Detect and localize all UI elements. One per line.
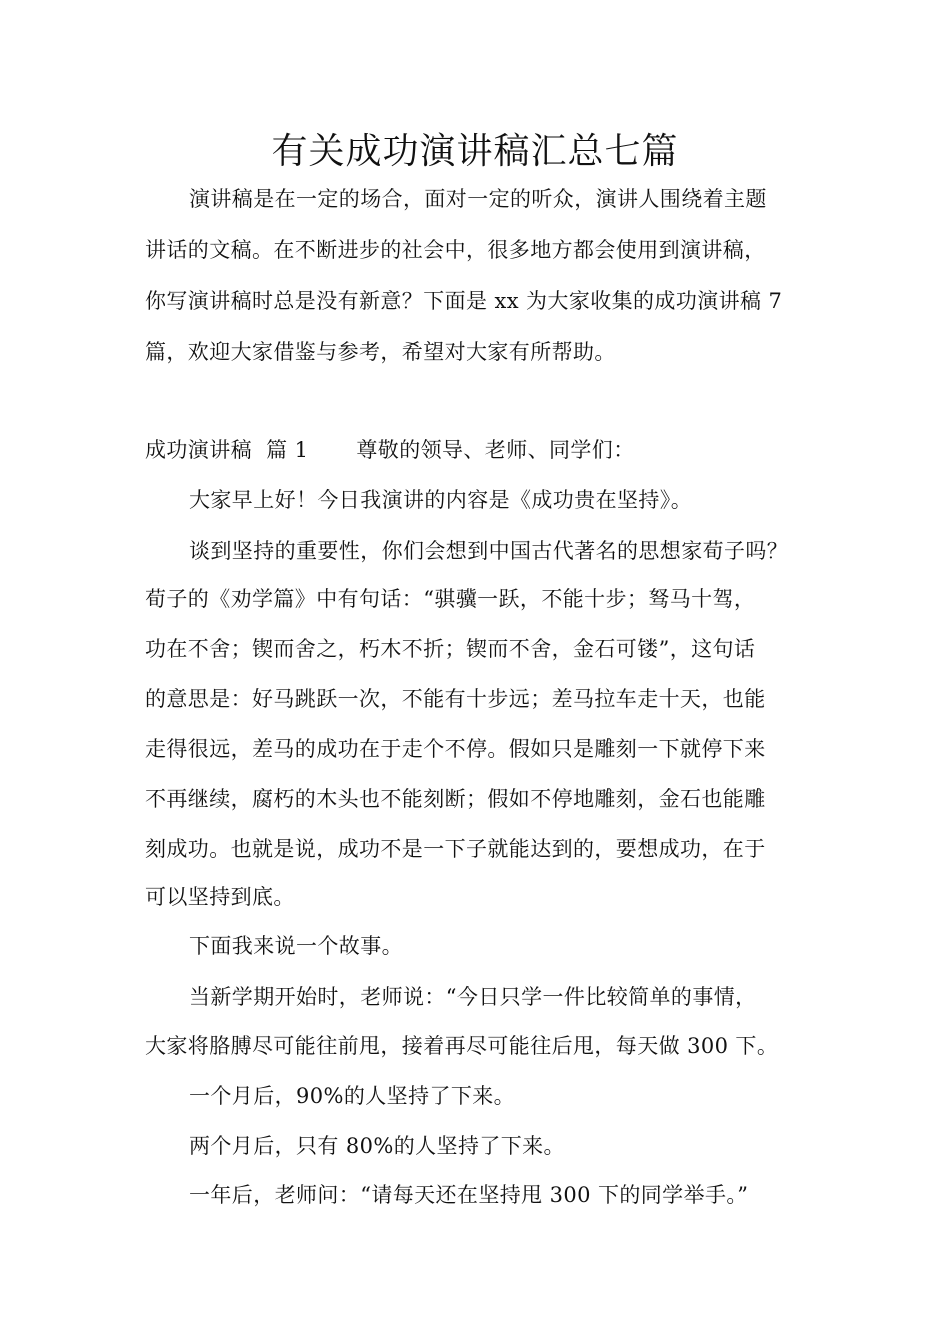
intro-line-3: 你写演讲稿时总是没有新意？下面是 xx 为大家收集的成功演讲稿 7 [145, 289, 783, 313]
body-line-10: 下面我来说一个故事。 [189, 934, 403, 958]
document-title: 有关成功演讲稿汇总七篇 [271, 131, 679, 172]
body-line-4: 功在不舍；锲而舍之，朽木不折；锲而不舍，金石可镂”，这句话 [145, 637, 756, 661]
intro-line-4: 篇，欢迎大家借鉴与参考，希望对大家有所帮助。 [145, 340, 616, 364]
body-line-7: 不再继续，腐朽的木头也不能刻断；假如不停地雕刻，金石也能雕 [145, 787, 766, 811]
body-line-8: 刻成功。也就是说，成功不是一下子就能达到的，要想成功，在于 [145, 837, 766, 861]
section-heading: 成功演讲稿 篇 1 [145, 438, 309, 462]
body-line-3: 荀子的《劝学篇》中有句话：“骐骥一跃，不能十步；驽马十驾， [145, 587, 756, 611]
body-line-1: 大家早上好！今日我演讲的内容是《成功贵在坚持》。 [189, 488, 693, 512]
body-line-15: 一年后，老师问：“请每天还在坚持甩 300 下的同学举手。” [189, 1183, 749, 1207]
intro-line-1: 演讲稿是在一定的场合，面对一定的听众，演讲人围绕着主题 [189, 187, 767, 211]
section-heading-line [145, 435, 635, 465]
body-line-13: 一个月后，90%的人坚持了下来。 [189, 1084, 516, 1108]
body-line-11: 当新学期开始时，老师说：“今日只学一件比较简单的事情， [189, 985, 757, 1009]
body-line-6: 走得很远，差马的成功在于走个不停。假如只是雕刻一下就停下来 [145, 737, 766, 761]
body-line-2: 谈到坚持的重要性，你们会想到中国古代著名的思想家荀子吗？ [189, 539, 789, 563]
body-line-5: 的意思是：好马跳跃一次，不能有十步远；差马拉车走十天，也能 [145, 687, 766, 711]
body-line-12: 大家将胳膊尽可能往前甩，接着再尽可能往后甩，每天做 300 下。 [145, 1034, 779, 1058]
body-line-14: 两个月后，只有 80%的人坚持了下来。 [189, 1134, 565, 1158]
body-line-9: 可以坚持到底。 [145, 885, 295, 909]
intro-line-2: 讲话的文稿。在不断进步的社会中，很多地方都会使用到演讲稿， [145, 238, 766, 262]
salutation: 尊敬的领导、老师、同学们： [356, 438, 635, 462]
